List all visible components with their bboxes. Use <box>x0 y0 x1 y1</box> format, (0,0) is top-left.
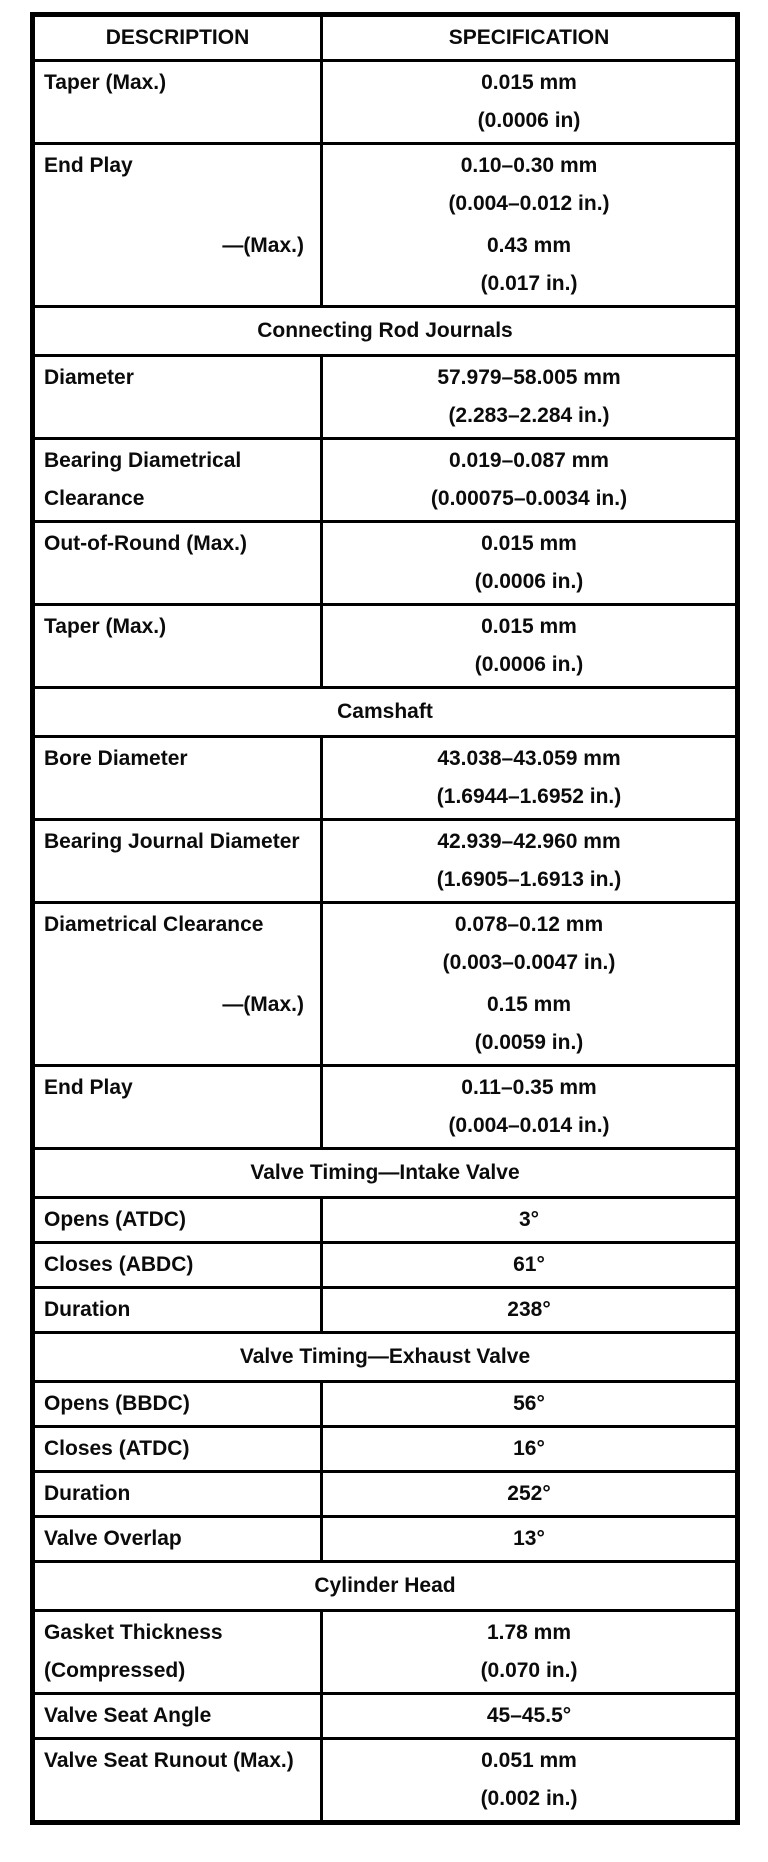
specification-cell <box>323 1518 735 1560</box>
spec-line: (0.0059 in.) <box>474 1031 584 1054</box>
table-row <box>35 59 735 142</box>
table-header-row <box>35 17 735 59</box>
description-cell: Valve Overlap <box>35 1518 323 1560</box>
row-segment <box>35 1518 735 1560</box>
row-segment <box>35 145 735 225</box>
row-segment <box>35 523 735 603</box>
spec-line: 0.43 mm <box>486 234 572 257</box>
row-segment <box>35 1383 735 1425</box>
specification-cell <box>323 1289 735 1331</box>
spec-line: 0.015 mm <box>481 532 577 555</box>
spec-line: (0.004–0.012 in.) <box>448 192 610 215</box>
description-cell: Taper (Max.) <box>35 606 323 686</box>
table-row <box>35 901 735 1064</box>
spec-line: (0.0006 in.) <box>474 653 584 676</box>
spec-line: 0.078–0.12 mm <box>454 913 604 936</box>
description-cell: Diameter <box>35 357 323 437</box>
section-header: Valve Timing—Intake Valve <box>35 1147 735 1196</box>
specifications-table <box>30 12 740 1825</box>
section-header: Cylinder Head <box>35 1560 735 1609</box>
specification-cell <box>323 821 735 901</box>
description-cell: Diametrical Clearance <box>35 904 323 984</box>
spec-line: 57.979–58.005 mm <box>437 366 621 389</box>
spec-line: 238° <box>507 1298 551 1321</box>
row-segment <box>35 62 735 142</box>
spec-line: (0.003–0.0047 in.) <box>442 951 616 974</box>
table-row <box>35 437 735 520</box>
spec-line: (0.004–0.014 in.) <box>448 1114 610 1137</box>
specification-cell <box>323 1612 735 1692</box>
table-row <box>35 1425 735 1470</box>
spec-line: 45–45.5° <box>486 1704 572 1727</box>
table-row <box>35 1515 735 1560</box>
specification-cell <box>323 1383 735 1425</box>
spec-line: 0.015 mm <box>481 615 577 638</box>
specification-cell <box>323 1244 735 1286</box>
table-row <box>35 354 735 437</box>
table-row <box>35 735 735 818</box>
spec-line: (1.6905–1.6913 in.) <box>436 868 622 891</box>
specification-cell <box>323 1740 735 1820</box>
table-row <box>35 1692 735 1737</box>
row-segment <box>35 738 735 818</box>
specification-cell <box>323 1473 735 1515</box>
specification-cell <box>323 606 735 686</box>
description-cell: Valve Seat Runout (Max.) <box>35 1740 323 1820</box>
description-cell: End Play <box>35 1067 323 1147</box>
specification-cell <box>323 225 735 305</box>
row-segment <box>35 904 735 984</box>
table-row <box>35 818 735 901</box>
specification-cell <box>323 1067 735 1147</box>
row-segment <box>35 1199 735 1241</box>
table-row <box>35 520 735 603</box>
row-segment <box>35 1428 735 1470</box>
table-row <box>35 142 735 305</box>
description-cell: —(Max.) <box>35 225 323 305</box>
spec-line: (0.017 in.) <box>480 272 578 295</box>
row-segment <box>35 606 735 686</box>
row-segment <box>35 440 735 520</box>
specification-cell <box>323 904 735 984</box>
section-header: Camshaft <box>35 686 735 735</box>
spec-line: (0.070 in.) <box>480 1659 578 1682</box>
spec-line: 56° <box>513 1392 545 1415</box>
spec-line: 0.15 mm <box>486 993 572 1016</box>
spec-line: 13° <box>513 1527 545 1550</box>
row-segment <box>35 1067 735 1147</box>
table-row <box>35 1380 735 1425</box>
description-cell: Bearing Diametrical Clearance <box>35 440 323 520</box>
specification-cell <box>323 738 735 818</box>
row-segment <box>35 1289 735 1331</box>
description-cell: —(Max.) <box>35 984 323 1064</box>
specification-cell <box>323 145 735 225</box>
spec-line: (1.6944–1.6952 in.) <box>436 785 622 808</box>
row-segment <box>35 821 735 901</box>
spec-line: (0.0006 in.) <box>474 570 584 593</box>
spec-line: 0.051 mm <box>481 1749 577 1772</box>
specification-cell <box>323 1428 735 1470</box>
spec-line: (2.283–2.284 in.) <box>448 404 610 427</box>
specification-column-header: SPECIFICATION <box>448 26 610 49</box>
row-segment <box>35 225 735 305</box>
description-cell: Out-of-Round (Max.) <box>35 523 323 603</box>
table-row <box>35 1737 735 1820</box>
table-row <box>35 1064 735 1147</box>
spec-line: 0.019–0.087 mm <box>449 449 609 472</box>
description-cell: End Play <box>35 145 323 225</box>
spec-line: 0.10–0.30 mm <box>460 154 598 177</box>
spec-line: 3° <box>518 1208 540 1231</box>
description-cell: Valve Seat Angle <box>35 1695 323 1737</box>
description-cell: Opens (ATDC) <box>35 1199 323 1241</box>
description-cell: Taper (Max.) <box>35 62 323 142</box>
specification-cell <box>323 440 735 520</box>
specification-cell <box>323 984 735 1064</box>
table-row <box>35 1286 735 1331</box>
description-cell: Closes (ATDC) <box>35 1428 323 1470</box>
spec-line: (0.002 in.) <box>480 1787 578 1810</box>
spec-line: 42.939–42.960 mm <box>437 830 621 853</box>
specification-cell <box>323 62 735 142</box>
description-cell: Closes (ABDC) <box>35 1244 323 1286</box>
spec-line: 0.015 mm <box>481 71 577 94</box>
row-segment <box>35 1612 735 1692</box>
table-row <box>35 1470 735 1515</box>
table-row <box>35 1609 735 1692</box>
section-header: Valve Timing—Exhaust Valve <box>35 1331 735 1380</box>
spec-line: 16° <box>513 1437 545 1460</box>
table-row <box>35 1196 735 1241</box>
specification-cell <box>323 1199 735 1241</box>
spec-line: (0.0006 in) <box>477 109 581 132</box>
description-cell: Opens (BBDC) <box>35 1383 323 1425</box>
specification-cell <box>323 523 735 603</box>
description-cell: Duration <box>35 1473 323 1515</box>
section-header: Connecting Rod Journals <box>35 305 735 354</box>
row-segment <box>35 1740 735 1820</box>
spec-line: 252° <box>507 1482 551 1505</box>
row-segment <box>35 357 735 437</box>
specification-cell <box>323 357 735 437</box>
description-cell: Duration <box>35 1289 323 1331</box>
description-cell: Bore Diameter <box>35 738 323 818</box>
row-segment <box>35 1695 735 1737</box>
row-segment <box>35 1244 735 1286</box>
spec-line: 61° <box>513 1253 545 1276</box>
row-segment <box>35 984 735 1064</box>
description-cell: Bearing Journal Diameter <box>35 821 323 901</box>
table-row <box>35 603 735 686</box>
description-column-header: DESCRIPTION <box>35 17 323 59</box>
spec-line: 0.11–0.35 mm <box>461 1076 597 1099</box>
table-row <box>35 1241 735 1286</box>
spec-line: 1.78 mm <box>486 1621 572 1644</box>
spec-line: (0.00075–0.0034 in.) <box>430 487 628 510</box>
specification-cell <box>323 1695 735 1737</box>
description-cell: Gasket Thickness (Compressed) <box>35 1612 323 1692</box>
spec-line: 43.038–43.059 mm <box>437 747 621 770</box>
row-segment <box>35 1473 735 1515</box>
